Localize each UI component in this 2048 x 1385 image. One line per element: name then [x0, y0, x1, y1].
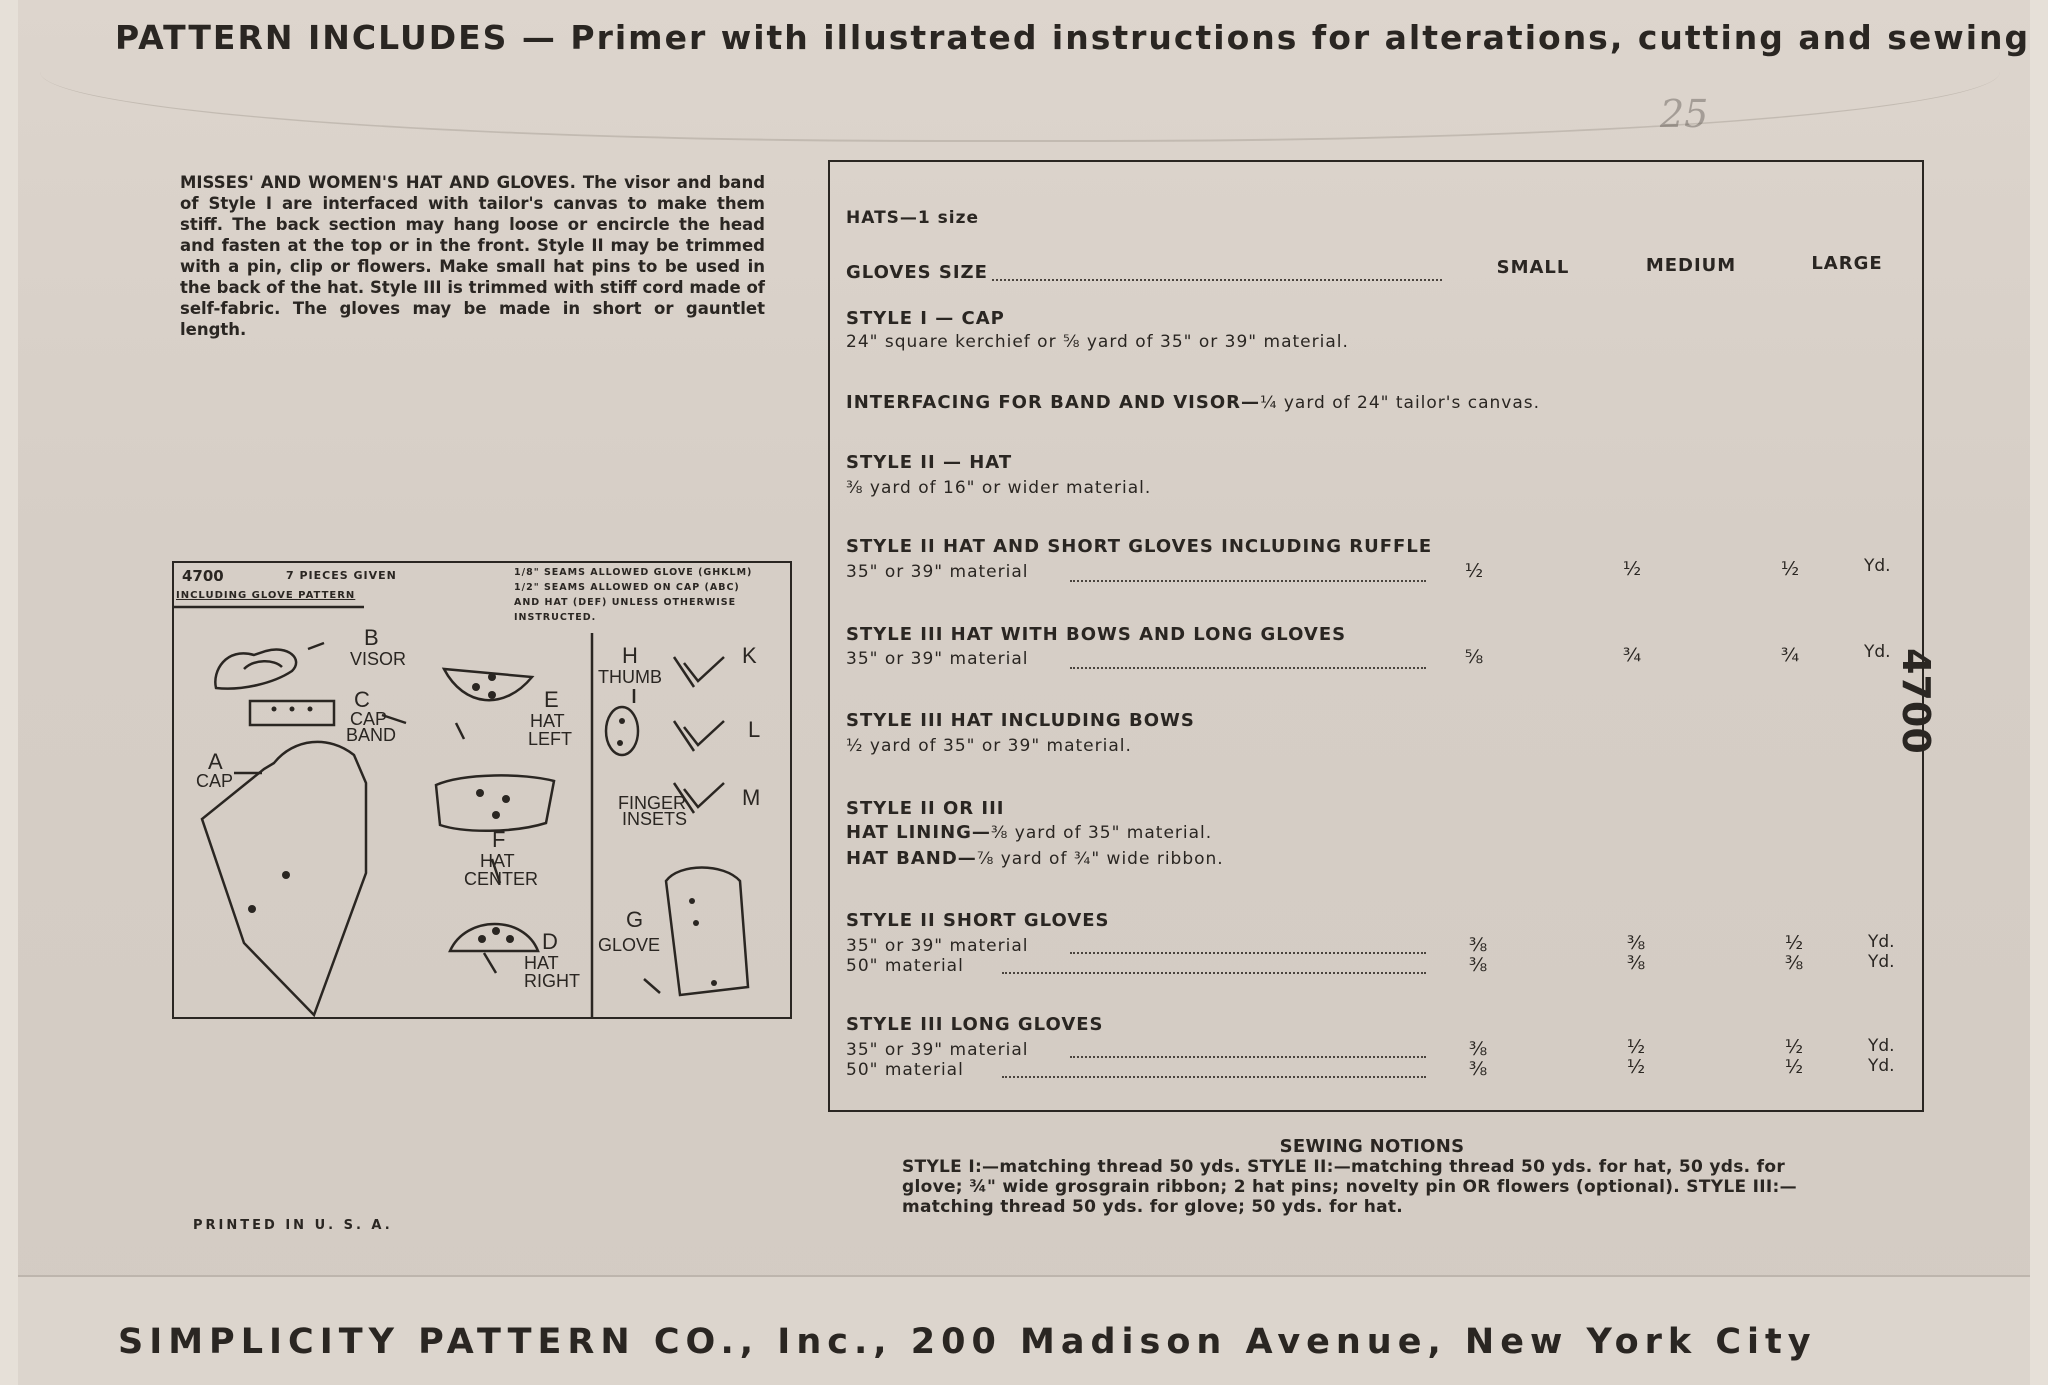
publisher-footer: SIMPLICITY PATTERN CO., Inc., 200 Madison Avenue, New York City — [118, 1322, 1817, 1362]
hat-band-text: ⅞ yard of ¾" wide ribbon. — [976, 849, 1224, 869]
glove-value-medium: ½ — [1626, 1056, 1646, 1078]
yardage-value-large: ½ — [1780, 558, 1800, 580]
style1-text: 24" square kerchief or ⅝ yard of 35" or 39" material. — [846, 332, 1349, 352]
glove-value-medium: ⅜ — [1626, 932, 1646, 954]
piece-f-name-2: CENTER — [464, 869, 539, 889]
size-large: LARGE — [1811, 253, 1883, 274]
glove-value-large: ½ — [1784, 932, 1804, 954]
hats-size: HATS—1 size — [846, 208, 980, 228]
layout-including: INCLUDING GLOVE PATTERN — [176, 590, 356, 601]
piece-e-letter: E — [544, 687, 559, 712]
yardage-row-title: STYLE III HAT WITH BOWS AND LONG GLOVES — [846, 624, 1347, 645]
pattern-pieces-chart — [172, 561, 792, 1019]
yardage-value-large: ¾ — [1780, 644, 1800, 666]
glove-value-small: ⅜ — [1468, 954, 1488, 976]
style1-title: STYLE I — CAP — [846, 308, 1005, 329]
layout-seam-note-3: AND HAT (DEF) UNLESS OTHERWISE — [514, 597, 737, 608]
glove-value-large: ½ — [1784, 1036, 1804, 1058]
glove-row-title: STYLE II SHORT GLOVES — [846, 910, 1110, 931]
piece-k-letter: K — [742, 643, 757, 668]
piece-h-letter: H — [622, 643, 638, 668]
layout-seam-note-1: 1/8" SEAMS ALLOWED GLOVE (GHKLM) — [514, 567, 753, 578]
side-pattern-number: 4700 — [1894, 648, 1938, 754]
leader-dots — [1070, 1056, 1426, 1058]
sewing-notions-text: STYLE I:—matching thread 50 yds. STYLE II:—matching thread 50 yds. for hat, 50 yds. for glove; ¾" wide grosgrain ribbon; 2 hat pins; novelty pin OR flowers (optional). STYLE III:—matching thread 50 yds. for glove; 50 yds. for hat. — [902, 1157, 1797, 1217]
glove-value-medium: ⅜ — [1626, 952, 1646, 974]
glove-unit: Yd. — [1868, 952, 1895, 972]
glove-row-title: STYLE III LONG GLOVES — [846, 1014, 1104, 1035]
glove-value-medium: ½ — [1626, 1036, 1646, 1058]
piece-m-letter: M — [742, 785, 761, 810]
piece-d-name-2: RIGHT — [524, 971, 580, 991]
leader-dots — [1070, 952, 1426, 954]
piece-b-name: VISOR — [350, 649, 407, 669]
pattern-pieces-drawing — [174, 563, 790, 1017]
interfacing-line — [846, 392, 1540, 413]
hat-band-label: HAT BAND— — [846, 848, 977, 869]
glove-value-large: ⅜ — [1784, 952, 1804, 974]
pencil-mark: 25 — [1660, 92, 1709, 136]
hat-lining-label: HAT LINING— — [846, 822, 991, 843]
layout-seam-note-2: 1/2" SEAMS ALLOWED ON CAP (ABC) — [514, 582, 740, 593]
layout-pieces-count: 7 PIECES GIVEN — [286, 569, 397, 582]
layout-pattern-number: 4700 — [182, 567, 224, 585]
piece-g-letter: G — [626, 907, 644, 932]
piece-l-letter: L — [748, 717, 761, 742]
leader-dots — [1070, 580, 1426, 582]
style2-or-3-title: STYLE II OR III — [846, 798, 1005, 819]
finger-insets-label-2: INSETS — [622, 809, 688, 829]
yardage-chart — [828, 160, 1924, 1112]
piece-g-name: GLOVE — [598, 935, 661, 955]
piece-h-name: THUMB — [598, 667, 662, 687]
yardage-value-medium: ¾ — [1622, 644, 1642, 666]
size-medium: MEDIUM — [1645, 255, 1737, 276]
piece-e-name-2: LEFT — [528, 729, 573, 749]
piece-e-name-1: HAT — [530, 711, 565, 731]
layout-seam-note-4: INSTRUCTED. — [514, 612, 597, 623]
gloves-size-label: GLOVES SIZE — [846, 262, 988, 283]
yardage-value-medium: ½ — [1622, 558, 1642, 580]
glove-value-large: ½ — [1784, 1056, 1804, 1078]
yardage-line-label: 35" or 39" material — [846, 562, 1029, 582]
glove-line-label: 35" or 39" material — [846, 936, 1029, 956]
pattern-description: MISSES' AND WOMEN'S HAT AND GLOVES. The visor and band of Style I are interfaced with tailor's canvas to make them stiff. The back section may hang loose or encircle the head and fasten at the top or in the front. Style II may be trimmed with a pin, clip or flowers. Make small hat pins to be used in the back of the hat. Style III is trimmed with stiff cord made of self-fabric. The gloves may be made in short or gauntlet length. — [180, 173, 765, 339]
yardage-value-small: ⅝ — [1464, 646, 1484, 668]
piece-a-name: CAP — [196, 771, 234, 791]
style3-bows-text: ½ yard of 35" or 39" material. — [846, 736, 1132, 756]
hat-band-line — [846, 848, 1224, 869]
glove-unit: Yd. — [1868, 1036, 1895, 1056]
piece-c-letter: C — [354, 687, 370, 712]
gloves-size-dots — [992, 279, 1442, 281]
glove-line-label: 50" material — [846, 1060, 964, 1080]
yardage-line-label: 35" or 39" material — [846, 649, 1029, 669]
pattern-includes-header: PATTERN INCLUDES — Primer with illustrated instructions for alterations, cutting and sewing — [115, 18, 2031, 57]
style3-bows-title: STYLE III HAT INCLUDING BOWS — [846, 710, 1195, 731]
yardage-unit: Yd. — [1864, 642, 1891, 662]
hat-lining-line — [846, 822, 1212, 843]
finger-insets-label-1: FINGER — [618, 793, 687, 813]
leader-dots — [1070, 667, 1426, 669]
glove-value-small: ⅜ — [1468, 1038, 1488, 1060]
piece-f-name-1: HAT — [480, 851, 515, 871]
size-small: SMALL — [1496, 257, 1570, 278]
style2-text: ⅜ yard of 16" or wider material. — [846, 478, 1152, 498]
leader-dots — [1002, 1076, 1426, 1078]
yardage-value-small: ½ — [1464, 560, 1484, 582]
piece-c-name-2: BAND — [346, 725, 397, 745]
style2-title: STYLE II — HAT — [846, 452, 1013, 473]
sewing-notions-title: SEWING NOTIONS — [1279, 1136, 1465, 1157]
yardage-row-title: STYLE II HAT AND SHORT GLOVES INCLUDING RUFFLE — [846, 536, 1433, 557]
piece-b-letter: B — [364, 625, 379, 650]
piece-d-letter: D — [542, 929, 558, 954]
glove-line-label: 35" or 39" material — [846, 1040, 1029, 1060]
yardage-unit: Yd. — [1864, 556, 1891, 576]
printed-in-usa: PRINTED IN U. S. A. — [193, 1218, 393, 1233]
piece-a-letter: A — [208, 749, 223, 774]
glove-line-label: 50" material — [846, 956, 964, 976]
interfacing-label: INTERFACING FOR BAND AND VISOR— — [846, 392, 1260, 413]
hat-lining-text: ⅜ yard of 35" material. — [990, 823, 1213, 843]
glove-value-small: ⅜ — [1468, 1058, 1488, 1080]
interfacing-text: ¼ yard of 24" tailor's canvas. — [1259, 393, 1541, 413]
piece-f-letter: F — [492, 827, 506, 852]
glove-value-small: ⅜ — [1468, 934, 1488, 956]
piece-d-name-1: HAT — [524, 953, 559, 973]
leader-dots — [1002, 972, 1426, 974]
glove-unit: Yd. — [1868, 1056, 1895, 1076]
sewing-notions — [902, 1137, 1852, 1217]
glove-unit: Yd. — [1868, 932, 1895, 952]
piece-c-name-1: CAP — [350, 709, 388, 729]
